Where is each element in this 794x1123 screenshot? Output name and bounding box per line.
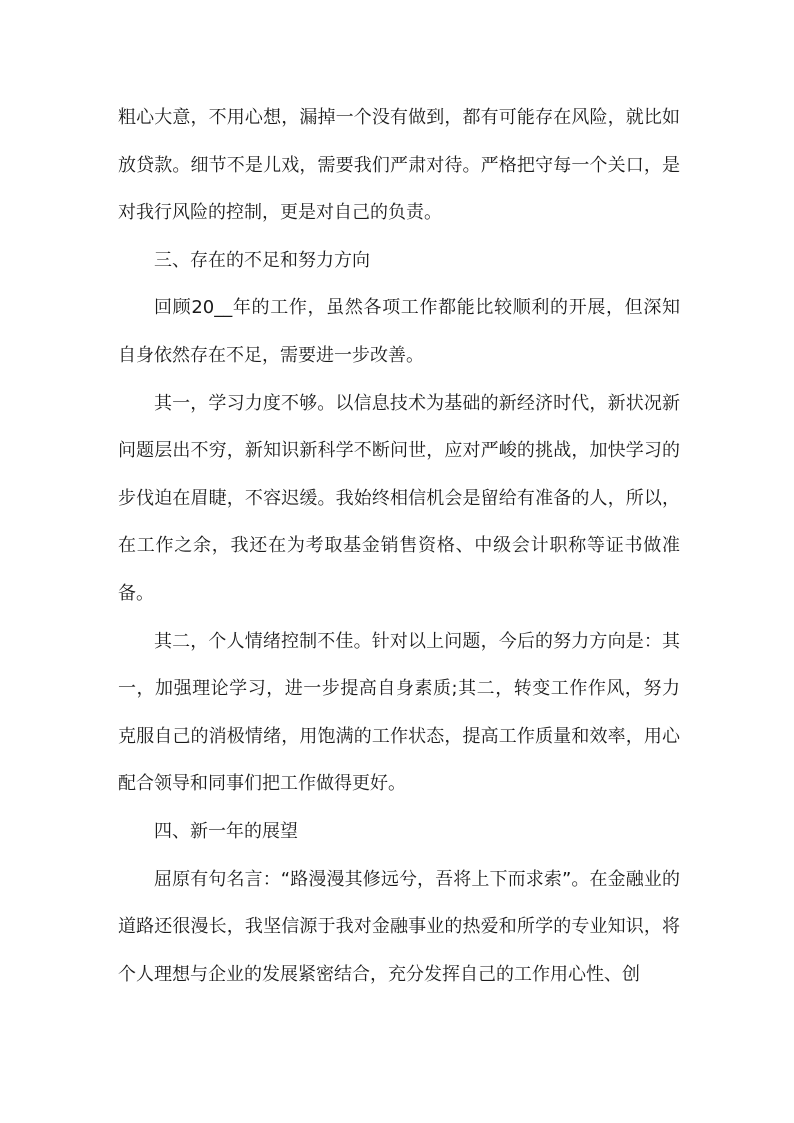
paragraph-outlook: 屈原有句名言：“路漫漫其修远兮，吾将上下而求索”。在金融业的道路还很漫长，我坚信源于我对金融事业的热爱和所学的专业知识，将个人理想与企业的发展紧密结合，充分发挥自己的工作用心性、创: [118, 868, 680, 985]
paragraph-review: 回顾20__年的工作，虽然各项工作都能比较顺利的开展，但深知自身依然存在不足，需要进一步改善。: [118, 297, 680, 366]
section-heading-shortcomings: 三、存在的不足和努力方向: [154, 249, 370, 271]
paragraph-first-shortcoming: 其一，学习力度不够。以信息技术为基础的新经济时代，新状况新问题层出不穷，新知识新科学不断问世，应对严峻的挑战，加快学习的步伐迫在眉睫，不容迟缓。我始终相信机会是留给有准备的人，所以，在工作之余，我还在为考取基金销售资格、中级会计职称等证书做准备。: [118, 392, 680, 604]
document-body: [118, 94, 680, 998]
paragraph-risk-control: 粗心大意，不用心想，漏掉一个没有做到，都有可能存在风险，就比如放贷款。细节不是儿戏，需要我们严肃对待。严格把守每一个关口，是对我行风险的控制，更是对自己的负责。: [118, 107, 680, 224]
paragraph-second-shortcoming: 其二，个人情绪控制不佳。针对以上问题，今后的努力方向是：其一，加强理论学习，进一步提高自身素质;其二，转变工作作风，努力克服自己的消极情绪，用饱满的工作状态，提高工作质量和效率，用心配合领导和同事们把工作做得更好。: [118, 630, 680, 795]
section-heading-outlook: 四、新一年的展望: [154, 820, 298, 842]
